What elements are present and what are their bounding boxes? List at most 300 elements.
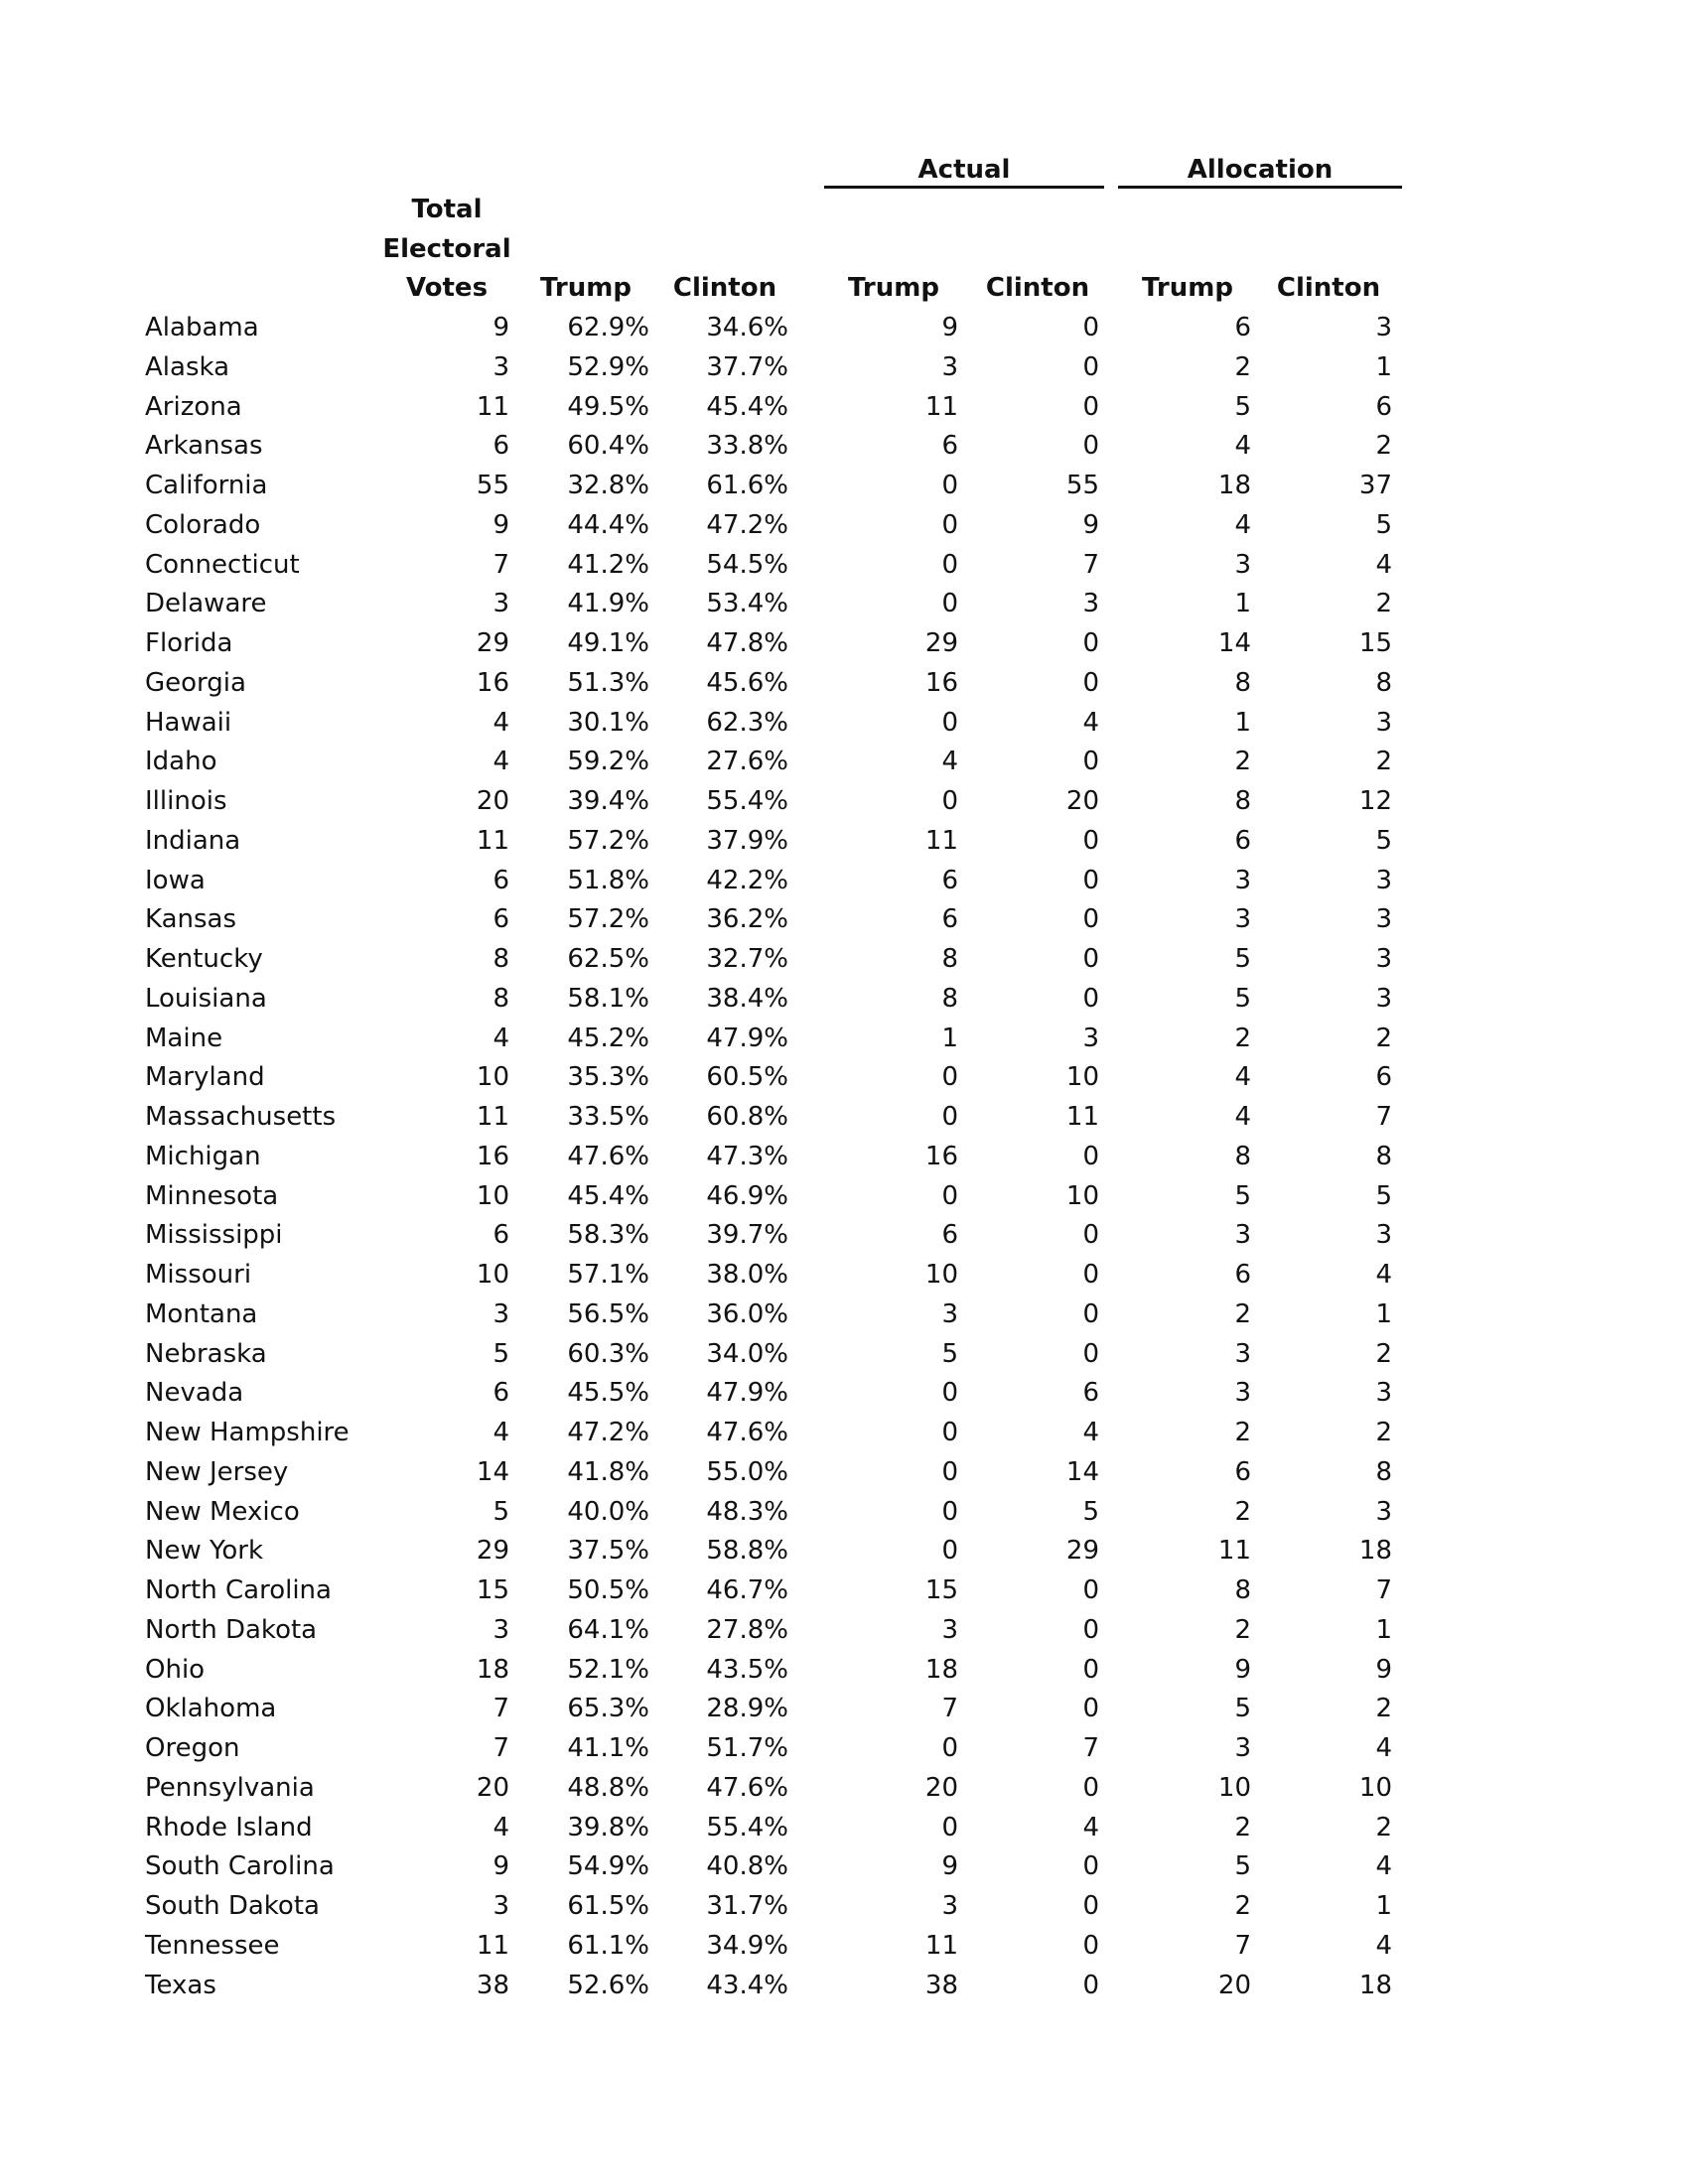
allocation-clinton: 9 — [1375, 1654, 1392, 1685]
group-rule-allocation — [1118, 186, 1402, 189]
state-name: Kentucky — [145, 944, 263, 974]
trump-percent: 61.5% — [567, 1891, 649, 1921]
total-electoral-votes: 6 — [492, 1378, 509, 1409]
allocation-trump: 5 — [1234, 1180, 1251, 1211]
actual-clinton: 55 — [1065, 471, 1099, 500]
total-electoral-votes: 16 — [476, 667, 509, 698]
table-row — [0, 1531, 1688, 1570]
total-electoral-votes: 9 — [492, 1851, 509, 1882]
actual-trump: 1 — [941, 1023, 958, 1053]
actual-clinton: 29 — [1065, 1536, 1099, 1567]
clinton-percent: 60.5% — [706, 1062, 788, 1093]
actual-clinton: 0 — [1082, 904, 1099, 935]
allocation-trump: 5 — [1234, 391, 1251, 422]
clinton-percent: 62.3% — [706, 707, 788, 738]
total-electoral-votes: 9 — [492, 313, 509, 342]
trump-percent: 32.8% — [567, 471, 649, 500]
allocation-trump: 18 — [1217, 471, 1251, 500]
trump-percent: 41.1% — [567, 1733, 649, 1763]
actual-trump: 0 — [941, 1102, 958, 1132]
actual-trump: 3 — [941, 1298, 958, 1329]
total-electoral-votes: 7 — [492, 1733, 509, 1763]
allocation-trump: 4 — [1234, 1062, 1251, 1093]
actual-clinton: 3 — [1082, 1023, 1099, 1053]
allocation-clinton: 1 — [1375, 1891, 1392, 1921]
trump-percent: 40.0% — [567, 1496, 649, 1527]
table-row — [0, 1689, 1688, 1728]
actual-trump: 3 — [941, 1891, 958, 1921]
table-row — [0, 545, 1688, 585]
actual-clinton: 0 — [1082, 628, 1099, 658]
trump-percent: 57.2% — [567, 904, 649, 935]
allocation-trump: 2 — [1234, 1812, 1251, 1843]
allocation-trump: 2 — [1234, 1891, 1251, 1921]
table-row — [0, 1176, 1688, 1216]
allocation-clinton: 4 — [1375, 1260, 1392, 1290]
trump-percent: 62.9% — [567, 313, 649, 342]
clinton-percent: 47.8% — [706, 628, 788, 658]
clinton-percent: 55.0% — [706, 1456, 788, 1487]
clinton-percent: 46.9% — [706, 1180, 788, 1211]
actual-clinton: 4 — [1082, 707, 1099, 738]
trump-percent: 30.1% — [567, 707, 649, 738]
state-name: Texas — [145, 1970, 216, 2000]
actual-trump: 6 — [941, 904, 958, 935]
allocation-trump: 8 — [1234, 1575, 1251, 1605]
trump-percent: 62.5% — [567, 944, 649, 974]
state-name: Rhode Island — [145, 1812, 313, 1843]
allocation-trump: 4 — [1234, 431, 1251, 462]
total-electoral-votes: 38 — [476, 1970, 509, 2000]
allocation-clinton: 2 — [1375, 589, 1392, 619]
allocation-trump: 5 — [1234, 983, 1251, 1014]
allocation-clinton: 3 — [1375, 1496, 1392, 1527]
state-name: Mississippi — [145, 1220, 283, 1251]
actual-trump: 20 — [924, 1772, 958, 1803]
table-row — [0, 1650, 1688, 1690]
group-header-allocation: Allocation — [1187, 155, 1334, 185]
table-row — [0, 426, 1688, 466]
clinton-percent: 31.7% — [706, 1891, 788, 1921]
clinton-percent: 36.2% — [706, 904, 788, 935]
clinton-percent: 53.4% — [706, 589, 788, 619]
allocation-trump: 2 — [1234, 747, 1251, 777]
state-name: Alaska — [145, 351, 230, 382]
total-electoral-votes: 4 — [492, 1812, 509, 1843]
clinton-percent: 47.3% — [706, 1141, 788, 1171]
total-electoral-votes: 10 — [476, 1180, 509, 1211]
clinton-percent: 47.2% — [706, 509, 788, 540]
trump-percent: 41.8% — [567, 1456, 649, 1487]
actual-trump: 0 — [941, 1812, 958, 1843]
total-electoral-votes: 4 — [492, 1023, 509, 1053]
total-electoral-votes: 11 — [476, 391, 509, 422]
trump-percent: 35.3% — [567, 1062, 649, 1093]
trump-percent: 58.3% — [567, 1220, 649, 1251]
actual-clinton: 0 — [1082, 667, 1099, 698]
total-electoral-votes: 6 — [492, 904, 509, 935]
trump-percent: 48.8% — [567, 1772, 649, 1803]
total-electoral-votes: 7 — [492, 549, 509, 580]
table-row — [0, 1413, 1688, 1452]
state-name: South Dakota — [145, 1891, 320, 1921]
total-electoral-votes: 5 — [492, 1338, 509, 1369]
allocation-clinton: 7 — [1375, 1102, 1392, 1132]
actual-trump: 0 — [941, 1733, 958, 1763]
allocation-clinton: 2 — [1375, 1338, 1392, 1369]
table-row — [0, 1295, 1688, 1334]
allocation-trump: 2 — [1234, 1023, 1251, 1053]
actual-trump: 16 — [924, 667, 958, 698]
total-electoral-votes: 29 — [476, 628, 509, 658]
group-header-actual: Actual — [917, 155, 1011, 185]
actual-trump: 0 — [941, 1378, 958, 1409]
total-electoral-votes: 18 — [476, 1654, 509, 1685]
trump-percent: 54.9% — [567, 1851, 649, 1882]
total-electoral-votes: 5 — [492, 1496, 509, 1527]
clinton-percent: 27.8% — [706, 1614, 788, 1645]
actual-trump: 0 — [941, 786, 958, 816]
allocation-trump: 2 — [1234, 351, 1251, 382]
clinton-percent: 61.6% — [706, 471, 788, 500]
total-electoral-votes: 4 — [492, 1418, 509, 1447]
actual-clinton: 7 — [1082, 549, 1099, 580]
actual-clinton: 0 — [1082, 351, 1099, 382]
allocation-clinton: 10 — [1358, 1772, 1392, 1803]
state-name: Minnesota — [145, 1180, 279, 1211]
total-electoral-votes: 4 — [492, 707, 509, 738]
table-row — [0, 1255, 1688, 1295]
table-row — [0, 781, 1688, 821]
allocation-trump: 4 — [1234, 509, 1251, 540]
allocation-trump: 2 — [1234, 1298, 1251, 1329]
allocation-clinton: 3 — [1375, 944, 1392, 974]
table-row — [0, 1570, 1688, 1610]
trump-percent: 65.3% — [567, 1694, 649, 1724]
allocation-clinton: 5 — [1375, 1180, 1392, 1211]
total-electoral-votes: 6 — [492, 865, 509, 895]
total-electoral-votes: 10 — [476, 1260, 509, 1290]
allocation-trump: 9 — [1234, 1654, 1251, 1685]
actual-clinton: 0 — [1082, 865, 1099, 895]
table-row — [0, 1728, 1688, 1768]
actual-trump: 0 — [941, 471, 958, 500]
clinton-percent: 60.8% — [706, 1102, 788, 1132]
total-electoral-votes: 6 — [492, 431, 509, 462]
table-row — [0, 347, 1688, 387]
allocation-clinton: 4 — [1375, 1733, 1392, 1763]
clinton-percent: 38.0% — [706, 1260, 788, 1290]
trump-percent: 59.2% — [567, 747, 649, 777]
state-name: Hawaii — [145, 707, 232, 738]
table-row — [0, 939, 1688, 979]
total-electoral-votes: 29 — [476, 1536, 509, 1567]
total-electoral-votes: 16 — [476, 1141, 509, 1171]
allocation-clinton: 37 — [1358, 471, 1392, 500]
table-row — [0, 1019, 1688, 1058]
allocation-clinton: 12 — [1358, 786, 1392, 816]
actual-clinton: 5 — [1082, 1496, 1099, 1527]
trump-percent: 56.5% — [567, 1298, 649, 1329]
total-electoral-votes: 3 — [492, 351, 509, 382]
table-row — [0, 703, 1688, 743]
actual-trump: 38 — [924, 1970, 958, 2000]
header-total-line3: Votes — [405, 273, 489, 303]
trump-percent: 49.5% — [567, 391, 649, 422]
total-electoral-votes: 11 — [476, 1930, 509, 1961]
state-name: California — [145, 471, 268, 500]
actual-clinton: 0 — [1082, 313, 1099, 342]
state-name: Oregon — [145, 1733, 240, 1763]
allocation-trump: 3 — [1234, 1733, 1251, 1763]
table-row — [0, 1057, 1688, 1097]
allocation-trump: 3 — [1234, 1338, 1251, 1369]
trump-percent: 64.1% — [567, 1614, 649, 1645]
clinton-percent: 36.0% — [706, 1298, 788, 1329]
actual-trump: 0 — [941, 1496, 958, 1527]
clinton-percent: 58.8% — [706, 1536, 788, 1567]
trump-percent: 47.2% — [567, 1418, 649, 1447]
allocation-trump: 6 — [1234, 313, 1251, 342]
allocation-clinton: 2 — [1375, 747, 1392, 777]
state-name: New York — [145, 1536, 264, 1567]
state-name: Missouri — [145, 1260, 252, 1290]
state-name: Maine — [145, 1023, 223, 1053]
total-electoral-votes: 11 — [476, 1102, 509, 1132]
actual-clinton: 0 — [1082, 1772, 1099, 1803]
state-name: Illinois — [145, 786, 227, 816]
table-row — [0, 1886, 1688, 1926]
trump-percent: 45.5% — [567, 1378, 649, 1409]
actual-trump: 7 — [941, 1694, 958, 1724]
actual-clinton: 0 — [1082, 1338, 1099, 1369]
state-name: North Dakota — [145, 1614, 318, 1645]
allocation-clinton: 3 — [1375, 1220, 1392, 1251]
actual-clinton: 0 — [1082, 1694, 1099, 1724]
trump-percent: 52.9% — [567, 351, 649, 382]
allocation-clinton: 4 — [1375, 1930, 1392, 1961]
actual-trump: 8 — [941, 944, 958, 974]
state-name: Connecticut — [145, 549, 300, 580]
total-electoral-votes: 3 — [492, 589, 509, 619]
total-electoral-votes: 3 — [492, 1891, 509, 1921]
allocation-clinton: 5 — [1375, 825, 1392, 856]
allocation-trump: 3 — [1234, 865, 1251, 895]
clinton-percent: 55.4% — [706, 786, 788, 816]
actual-clinton: 9 — [1082, 509, 1099, 540]
clinton-percent: 39.7% — [706, 1220, 788, 1251]
trump-percent: 39.4% — [567, 786, 649, 816]
state-name: Arizona — [145, 391, 242, 422]
clinton-percent: 37.9% — [706, 825, 788, 856]
state-name: New Mexico — [145, 1496, 300, 1527]
actual-clinton: 7 — [1082, 1733, 1099, 1763]
state-name: Florida — [145, 628, 233, 658]
table-row — [0, 899, 1688, 939]
allocation-trump: 1 — [1234, 707, 1251, 738]
table-row — [0, 1966, 1688, 2005]
total-electoral-votes: 55 — [476, 471, 509, 500]
allocation-clinton: 1 — [1375, 351, 1392, 382]
state-name: South Carolina — [145, 1851, 335, 1882]
trump-percent: 51.3% — [567, 667, 649, 698]
table-row — [0, 742, 1688, 781]
allocation-clinton: 8 — [1375, 1141, 1392, 1171]
allocation-trump: 5 — [1234, 944, 1251, 974]
table-row — [0, 1373, 1688, 1413]
state-name: Nevada — [145, 1378, 244, 1409]
allocation-trump: 3 — [1234, 549, 1251, 580]
actual-trump: 9 — [941, 1851, 958, 1882]
actual-trump: 0 — [941, 1062, 958, 1093]
trump-percent: 37.5% — [567, 1536, 649, 1567]
allocation-clinton: 8 — [1375, 1456, 1392, 1487]
allocation-trump: 4 — [1234, 1102, 1251, 1132]
actual-clinton: 20 — [1065, 786, 1099, 816]
clinton-percent: 37.7% — [706, 351, 788, 382]
trump-percent: 47.6% — [567, 1141, 649, 1171]
allocation-clinton: 4 — [1375, 549, 1392, 580]
actual-clinton: 0 — [1082, 747, 1099, 777]
allocation-trump: 1 — [1234, 589, 1251, 619]
actual-clinton: 0 — [1082, 944, 1099, 974]
state-name: Oklahoma — [145, 1694, 277, 1724]
trump-percent: 57.1% — [567, 1260, 649, 1290]
clinton-percent: 45.4% — [706, 391, 788, 422]
header-actual-trump: Trump — [848, 273, 939, 303]
actual-clinton: 0 — [1082, 1654, 1099, 1685]
clinton-percent: 27.6% — [706, 747, 788, 777]
state-name: Pennsylvania — [145, 1772, 315, 1803]
allocation-clinton: 7 — [1375, 1575, 1392, 1605]
actual-trump: 0 — [941, 1418, 958, 1447]
allocation-trump: 6 — [1234, 1260, 1251, 1290]
actual-clinton: 4 — [1082, 1812, 1099, 1843]
table-row — [0, 1137, 1688, 1176]
allocation-trump: 6 — [1234, 825, 1251, 856]
state-name: New Hampshire — [145, 1418, 350, 1447]
clinton-percent: 54.5% — [706, 549, 788, 580]
actual-clinton: 10 — [1065, 1062, 1099, 1093]
allocation-clinton: 1 — [1375, 1614, 1392, 1645]
clinton-percent: 43.5% — [706, 1654, 788, 1685]
actual-trump: 5 — [941, 1338, 958, 1369]
actual-clinton: 0 — [1082, 1930, 1099, 1961]
table-row — [0, 1452, 1688, 1492]
trump-percent: 41.2% — [567, 549, 649, 580]
total-electoral-votes: 8 — [492, 983, 509, 1014]
allocation-clinton: 2 — [1375, 1694, 1392, 1724]
group-rule-actual — [824, 186, 1104, 189]
actual-clinton: 0 — [1082, 1141, 1099, 1171]
trump-percent: 52.6% — [567, 1970, 649, 2000]
actual-trump: 11 — [924, 1930, 958, 1961]
actual-clinton: 14 — [1065, 1456, 1099, 1487]
clinton-percent: 45.6% — [706, 667, 788, 698]
allocation-clinton: 6 — [1375, 1062, 1392, 1093]
total-electoral-votes: 20 — [476, 1772, 509, 1803]
actual-trump: 0 — [941, 509, 958, 540]
clinton-percent: 47.9% — [706, 1378, 788, 1409]
clinton-percent: 42.2% — [706, 865, 788, 895]
clinton-percent: 55.4% — [706, 1812, 788, 1843]
trump-percent: 33.5% — [567, 1102, 649, 1132]
actual-trump: 11 — [924, 391, 958, 422]
clinton-percent: 28.9% — [706, 1694, 788, 1724]
allocation-clinton: 1 — [1375, 1298, 1392, 1329]
allocation-clinton: 2 — [1375, 1812, 1392, 1843]
actual-trump: 3 — [941, 351, 958, 382]
trump-percent: 52.1% — [567, 1654, 649, 1685]
header-alloc-clinton: Clinton — [1276, 273, 1381, 303]
state-name: North Carolina — [145, 1575, 332, 1605]
clinton-percent: 47.6% — [706, 1418, 788, 1447]
clinton-percent: 40.8% — [706, 1851, 788, 1882]
total-electoral-votes: 15 — [476, 1575, 509, 1605]
actual-clinton: 0 — [1082, 1298, 1099, 1329]
actual-trump: 0 — [941, 589, 958, 619]
table-row — [0, 1334, 1688, 1374]
actual-clinton: 0 — [1082, 431, 1099, 462]
table-row — [0, 1926, 1688, 1966]
trump-percent: 49.1% — [567, 628, 649, 658]
trump-percent: 51.8% — [567, 865, 649, 895]
actual-trump: 16 — [924, 1141, 958, 1171]
clinton-percent: 34.0% — [706, 1338, 788, 1369]
trump-percent: 41.9% — [567, 589, 649, 619]
allocation-trump: 8 — [1234, 667, 1251, 698]
actual-trump: 29 — [924, 628, 958, 658]
state-name: New Jersey — [145, 1456, 289, 1487]
actual-trump: 6 — [941, 1220, 958, 1251]
actual-clinton: 0 — [1082, 1220, 1099, 1251]
total-electoral-votes: 14 — [476, 1456, 509, 1487]
clinton-percent: 51.7% — [706, 1733, 788, 1763]
allocation-clinton: 4 — [1375, 1851, 1392, 1882]
actual-clinton: 0 — [1082, 1891, 1099, 1921]
table-row — [0, 623, 1688, 663]
actual-trump: 0 — [941, 549, 958, 580]
trump-percent: 61.1% — [567, 1930, 649, 1961]
table-row — [0, 466, 1688, 505]
state-name: Georgia — [145, 667, 246, 698]
total-electoral-votes: 3 — [492, 1614, 509, 1645]
actual-trump: 15 — [924, 1575, 958, 1605]
header-total-line1: Total — [411, 195, 483, 224]
state-name: Iowa — [145, 865, 206, 895]
allocation-clinton: 3 — [1375, 865, 1392, 895]
total-electoral-votes: 20 — [476, 786, 509, 816]
clinton-percent: 34.6% — [706, 313, 788, 342]
allocation-clinton: 3 — [1375, 983, 1392, 1014]
trump-percent: 57.2% — [567, 825, 649, 856]
allocation-clinton: 6 — [1375, 391, 1392, 422]
allocation-trump: 6 — [1234, 1456, 1251, 1487]
actual-clinton: 0 — [1082, 391, 1099, 422]
state-name: Nebraska — [145, 1338, 267, 1369]
table-row — [0, 1610, 1688, 1650]
actual-clinton: 6 — [1082, 1378, 1099, 1409]
header-pct-trump: Trump — [540, 273, 632, 303]
total-electoral-votes: 11 — [476, 825, 509, 856]
actual-clinton: 3 — [1082, 589, 1099, 619]
total-electoral-votes: 3 — [492, 1298, 509, 1329]
table-row — [0, 1492, 1688, 1532]
actual-clinton: 0 — [1082, 983, 1099, 1014]
state-name: Idaho — [145, 747, 217, 777]
actual-clinton: 0 — [1082, 825, 1099, 856]
actual-clinton: 11 — [1065, 1102, 1099, 1132]
